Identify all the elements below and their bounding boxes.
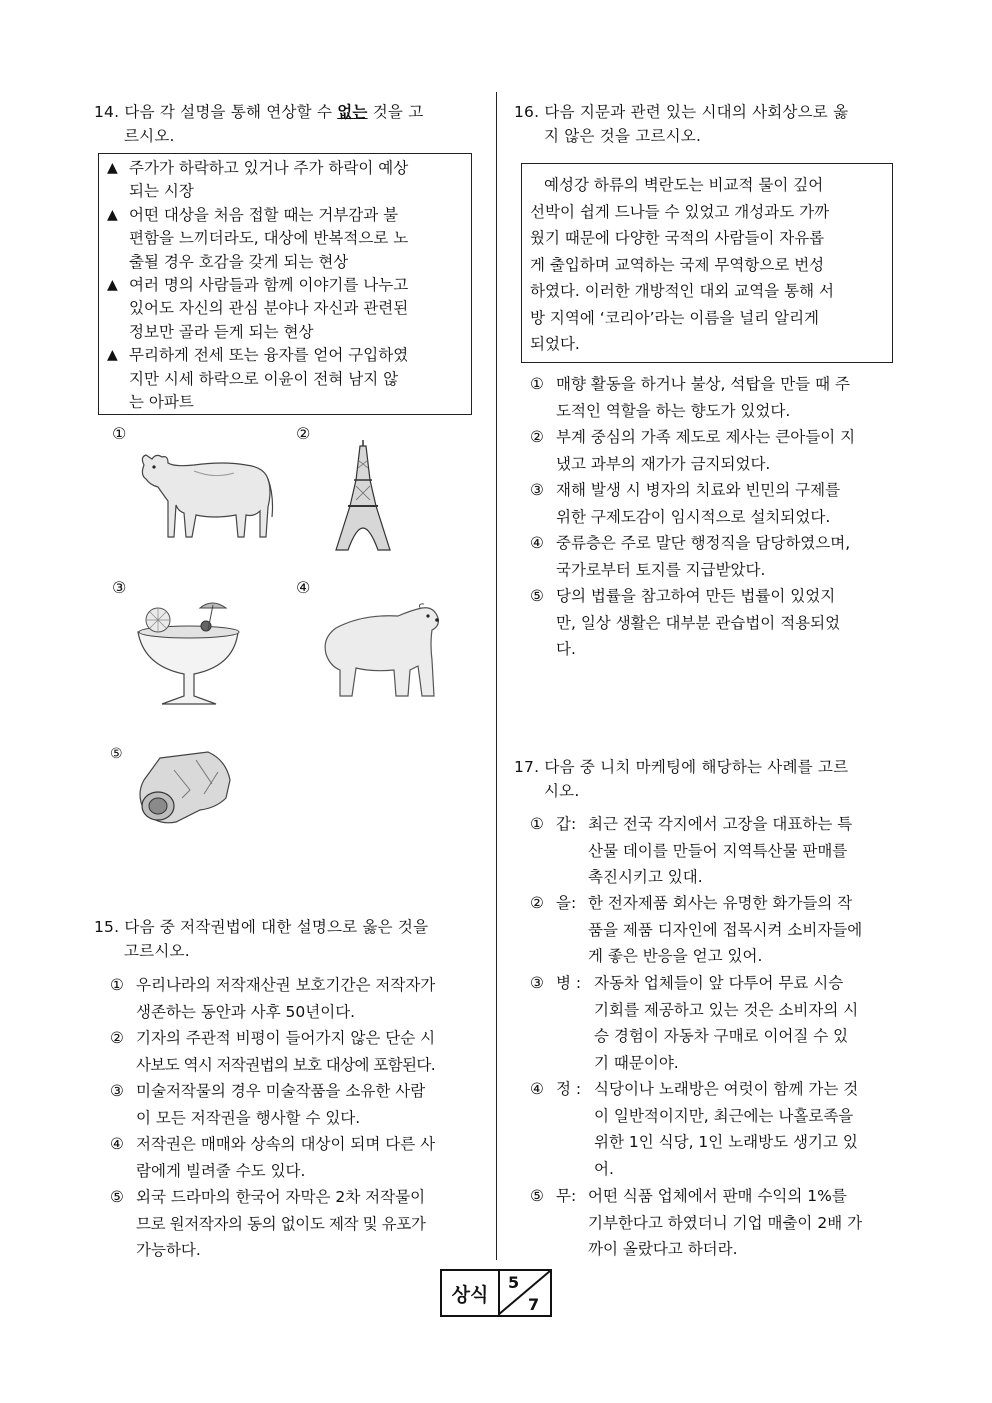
bullet-line: 주가가 하락하고 있거나 주가 하락이 예상 xyxy=(129,159,409,177)
option-line: 도적인 역할을 하는 향도가 있었다. xyxy=(556,401,791,420)
option-line: 미술저작물의 경우 미술작품을 소유한 사람 xyxy=(136,1082,426,1100)
passage-line: 되었다. xyxy=(530,335,580,353)
q15-number: 15. xyxy=(94,918,120,936)
option-line: 게 좋은 반응을 얻고 있어. xyxy=(588,947,763,965)
triangle-icon: ▲ xyxy=(107,347,118,364)
option-line: 생존하는 동안과 사후 50년이다. xyxy=(136,1002,356,1021)
option-line: 산물 데이를 만들어 지역특산물 판매를 xyxy=(588,841,848,860)
option-line: 냈고 과부의 재가가 금지되었다. xyxy=(556,454,771,473)
option-line: 재해 발생 시 병자의 치료와 빈민의 구제를 xyxy=(556,481,841,499)
option-number: ② xyxy=(110,1029,124,1047)
q16-option-4[interactable] xyxy=(530,530,898,583)
q17-line2: 시오. xyxy=(544,782,580,800)
option-number: ① xyxy=(530,815,544,833)
q14-line2: 르시오. xyxy=(124,127,175,145)
passage-line: 방 지역에 ‘코리아’라는 이름을 널리 알리게 xyxy=(530,308,820,327)
bullet-line: 정보만 골라 듣게 되는 현상 xyxy=(129,322,314,341)
option-3-label[interactable]: ③ xyxy=(112,578,127,597)
q16-option-5[interactable] xyxy=(530,583,898,663)
option-line: 므로 원저작자의 동의 없이도 제작 및 유포가 xyxy=(136,1214,426,1233)
option-number: ④ xyxy=(530,534,544,552)
option-line: 기자의 주관적 비평이 들어가지 않은 단순 시 xyxy=(136,1029,436,1047)
q15-line2: 고르시오. xyxy=(124,942,190,960)
option-number: ④ xyxy=(530,1080,544,1098)
option-speaker: 을: xyxy=(556,894,577,912)
option-line: 부계 중심의 가족 제도로 제사는 큰아들이 지 xyxy=(556,428,856,446)
q14-bullet-2 xyxy=(105,204,465,274)
option-speaker: 갑: xyxy=(556,815,577,833)
subject-label: 상식 xyxy=(442,1271,500,1315)
q14-line1a: 다음 각 설명을 통해 연상할 수 xyxy=(124,103,338,121)
bullet-line: 있어도 자신의 관심 분야나 자신과 관련된 xyxy=(129,299,409,318)
q17-number: 17. xyxy=(514,758,540,776)
q14-emph: 없는 xyxy=(337,103,368,121)
q15-option-3[interactable] xyxy=(110,1078,478,1131)
option-number: ① xyxy=(110,976,124,994)
bullet-line: 여러 명의 사람들과 함께 이야기를 나누고 xyxy=(129,276,409,295)
option-number: ② xyxy=(530,428,544,446)
triangle-icon: ▲ xyxy=(107,206,118,223)
option-1-label[interactable]: ① xyxy=(112,424,127,443)
option-line: 어떤 식품 업체에서 판매 수익의 1%를 xyxy=(588,1187,847,1205)
bullet-line: 어떤 대상을 처음 접할 때는 거부감과 불 xyxy=(129,205,399,224)
passage-line: 선박이 쉽게 드나들 수 있었고 개성과도 가까 xyxy=(530,202,830,221)
passage-line: 예성강 하류의 벽란도는 비교적 물이 깊어 xyxy=(544,176,824,194)
q17-option-2[interactable] xyxy=(530,890,898,970)
triangle-icon: ▲ xyxy=(107,160,118,176)
option-line: 중류층은 주로 말단 행정직을 담당하였으며, xyxy=(556,534,851,552)
option-number: ⑤ xyxy=(530,1187,544,1205)
crushed-can-image xyxy=(130,750,238,830)
option-line: 품을 제품 디자인에 접목시켜 소비자들에 xyxy=(588,920,863,939)
q15-option-2[interactable] xyxy=(110,1025,478,1078)
option-line: 가능하다. xyxy=(136,1241,201,1259)
passage-line: 웠기 때문에 다양한 국적의 사람들이 자유롭 xyxy=(530,229,825,247)
option-speaker: 병 : xyxy=(556,974,582,992)
bullet-line: 지만 시세 하락으로 이윤이 전혀 남지 않 xyxy=(129,369,399,388)
column-divider xyxy=(496,92,497,1260)
q15-option-5[interactable] xyxy=(110,1184,478,1264)
q15-header xyxy=(94,915,478,963)
page-number: 5 xyxy=(508,1273,520,1292)
option-number: ② xyxy=(530,894,544,912)
option-line: 만, 일상 생활은 대부분 관습법이 적용되었 xyxy=(556,613,841,632)
option-speaker: 무: xyxy=(556,1187,577,1205)
option-line: 촉진시키고 있대. xyxy=(588,868,703,886)
bullet-line: 는 아파트 xyxy=(129,393,194,412)
q16-number: 16. xyxy=(514,103,540,121)
q17-option-3[interactable] xyxy=(530,970,898,1076)
q17-line1: 다음 중 니치 마케팅에 해당하는 사례를 고르 xyxy=(544,758,849,776)
bullet-line: 무리하게 전세 또는 융자를 얻어 구입하였 xyxy=(129,346,409,365)
q17-header xyxy=(514,755,898,803)
option-4-label[interactable]: ④ xyxy=(296,578,311,597)
option-line: 어. xyxy=(594,1159,614,1178)
option-line: 외국 드라마의 한국어 자막은 2차 저작물이 xyxy=(136,1188,426,1206)
cocktail-image xyxy=(134,600,244,708)
q14-description-box xyxy=(98,153,472,415)
q14-bullet-1 xyxy=(105,157,465,204)
option-speaker: 정 : xyxy=(556,1080,582,1098)
polar-bear-image xyxy=(322,600,442,700)
option-line: 위한 구제도감이 임시적으로 설치되었다. xyxy=(556,507,831,526)
q16-header xyxy=(514,100,898,148)
eiffel-tower-image xyxy=(330,440,396,552)
option-2-label[interactable]: ② xyxy=(296,424,311,443)
option-number: ③ xyxy=(530,974,544,992)
option-line: 식당이나 노래방은 여럿이 함께 가는 것 xyxy=(594,1080,859,1098)
option-line: 매향 활동을 하거나 불상, 석탑을 만들 때 주 xyxy=(556,375,850,393)
q14-line1b: 것을 고 xyxy=(367,103,424,121)
option-line: 이 일반적이지만, 최근에는 나홀로족을 xyxy=(594,1106,854,1125)
q17-option-4[interactable] xyxy=(530,1076,898,1182)
q15-option-4[interactable] xyxy=(110,1131,478,1184)
q16-option-1[interactable] xyxy=(530,371,898,424)
q14-bullet-4 xyxy=(105,344,465,414)
option-number: ③ xyxy=(110,1082,124,1100)
bullet-line: 되는 시장 xyxy=(129,182,194,201)
option-line: 기회를 제공하고 있는 것은 소비자의 시 xyxy=(594,1000,859,1019)
option-line: 다. xyxy=(556,640,576,658)
q14-number: 14. xyxy=(94,103,120,121)
q15-line1: 다음 중 저작권법에 대한 설명으로 옳은 것을 xyxy=(124,918,429,936)
option-line: 국가로부터 토지를 지급받았다. xyxy=(556,560,766,579)
q17-option-1[interactable] xyxy=(530,811,898,891)
passage-line: 하였다. 이러한 개방적인 대외 교역을 통해 서 xyxy=(530,282,835,300)
option-line: 위한 1인 식당, 1인 노래방도 생기고 있 xyxy=(594,1133,858,1151)
bullet-line: 출될 경우 호감을 갖게 되는 현상 xyxy=(129,252,349,271)
triangle-icon: ▲ xyxy=(107,277,118,294)
option-number: ③ xyxy=(530,481,544,499)
option-5-label[interactable]: ⑤ xyxy=(110,746,123,762)
q16-passage-box xyxy=(521,163,893,363)
option-line: 람에게 빌려줄 수도 있다. xyxy=(136,1161,306,1180)
q16-option-3[interactable] xyxy=(530,477,898,530)
option-line: 우리나라의 저작재산권 보호기간은 저작자가 xyxy=(136,976,436,994)
cow-image xyxy=(134,445,276,541)
option-number: ④ xyxy=(110,1135,124,1153)
option-number: ⑤ xyxy=(110,1188,124,1206)
option-line: 승 경험이 자동차 구매로 이어질 수 있 xyxy=(594,1027,849,1045)
option-line: 기 때문이야. xyxy=(594,1053,679,1072)
q14-bullet-3 xyxy=(105,274,465,344)
option-line: 이 모든 저작권을 행사할 수 있다. xyxy=(136,1108,361,1127)
page-total: 7 xyxy=(528,1295,540,1314)
option-line: 자동차 업체들이 앞 다투어 무료 시승 xyxy=(594,974,844,992)
q16-line1: 다음 지문과 관련 있는 시대의 사회상으로 옳 xyxy=(544,103,849,121)
q16-line2: 지 않은 것을 고르시오. xyxy=(544,127,702,145)
option-line: 까이 올랐다고 하더라. xyxy=(588,1240,738,1258)
option-line: 기부한다고 하였더니 기업 매출이 2배 가 xyxy=(588,1213,863,1232)
option-line: 저작권은 매매와 상속의 대상이 되며 다른 사 xyxy=(136,1135,436,1153)
q15-option-1[interactable] xyxy=(110,972,478,1025)
page-footer xyxy=(440,1269,552,1317)
bullet-line: 편함을 느끼더라도, 대상에 반복적으로 노 xyxy=(129,229,409,248)
option-line: 사보도 역시 저작권법의 보호 대상에 포함된다. xyxy=(136,1055,436,1074)
option-number: ⑤ xyxy=(530,587,544,605)
q17-option-5[interactable] xyxy=(530,1183,898,1263)
page-slash xyxy=(498,1271,550,1315)
q16-option-2[interactable] xyxy=(530,424,898,477)
passage-line: 게 출입하며 교역하는 국제 무역항으로 번성 xyxy=(530,255,825,274)
option-line: 한 전자제품 회사는 유명한 화가들의 작 xyxy=(588,894,853,912)
option-line: 최근 전국 각지에서 고장을 대표하는 특 xyxy=(588,815,853,833)
option-line: 당의 법률을 참고하여 만든 법률이 있었지 xyxy=(556,587,836,605)
q14-header xyxy=(94,100,478,148)
option-number: ① xyxy=(530,375,544,393)
